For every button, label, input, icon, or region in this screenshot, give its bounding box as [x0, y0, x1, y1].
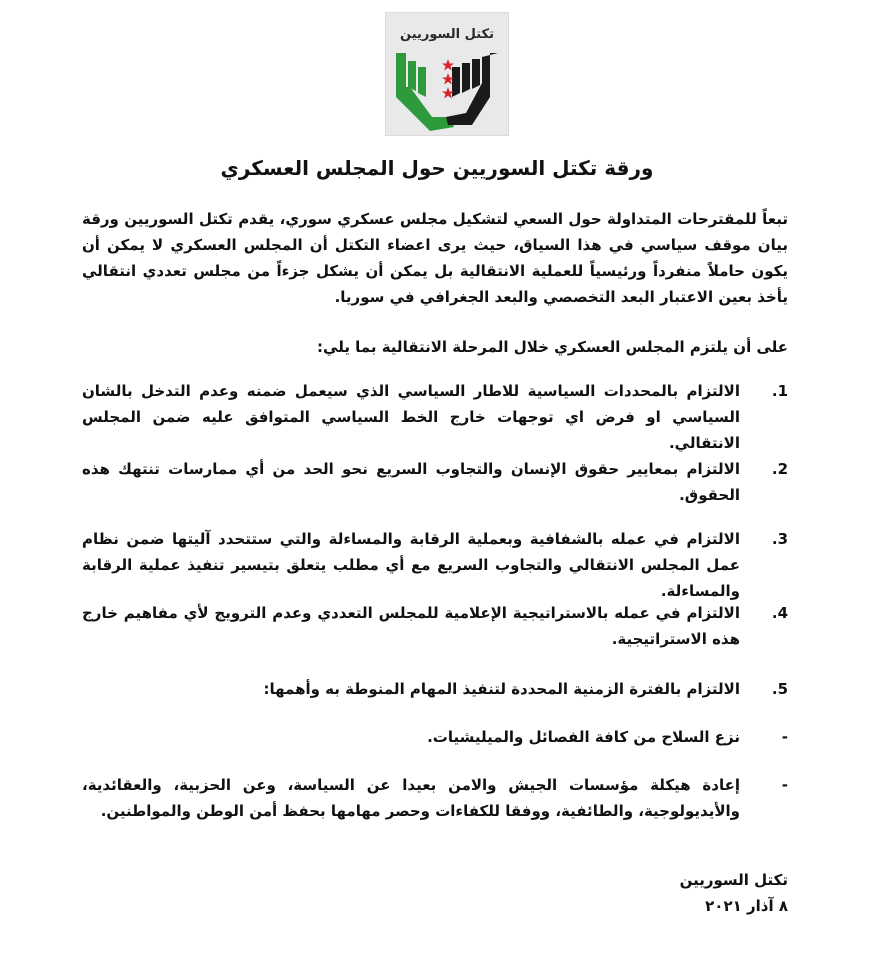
signature-date: ٨ آذار ٢٠٢١ — [705, 897, 788, 915]
list-item-1 — [82, 378, 788, 456]
list-item-text: الالتزام في عمله بالاستراتيجية الإعلامية للمجلس التعددي وعدم الترويج لأي مفاهيم خارج هذه الاستراتيجية. — [82, 604, 740, 648]
intro-paragraph: تبعاً للمقترحات المتداولة حول السعي لتشكيل مجلس عسكري سوري، يقدم تكتل السوريين ورقة بيان موقف سياسي في هذا السياق، حيث يرى اعضاء التكتل أن المجلس العسكري لا يمكن أن يكون حاملاً منفرداً ورئيسياً للعملية الانتقالية بل يمكن أن يشكل جزءاً من مجلس تعددي انتقالي يأخذ بعين الاعتبار البعد التخصصي والبعد الجغرافي في سوريا. — [82, 210, 788, 306]
list-item-4 — [82, 600, 788, 652]
sub-item-text: نزع السلاح من كافة الفصائل والميليشيات. — [427, 728, 740, 746]
signature-name: تكتل السوريين — [679, 871, 788, 889]
list-item-5 — [82, 676, 788, 702]
list-item-2 — [82, 456, 788, 508]
list-item-3 — [82, 526, 788, 604]
list-item-text: الالتزام في عمله بالشفافية وبعملية الرقابة والمساءلة والتي ستتحدد آليتها ضمن نظام عمل المجلس الانتقالي والتجاوب السريع مع أي مطلب يتعلق بتيسير تنفيذ عملية الرقابة والمساءلة. — [82, 530, 740, 600]
list-item-text: الالتزام بمعايير حقوق الإنسان والتجاوب السريع نحو الحد من أي ممارسات تنتهك هذه الحقوق. — [82, 460, 740, 504]
list-marker: 4. — [771, 604, 788, 622]
logo — [385, 12, 509, 136]
sub-marker: - — [781, 776, 788, 794]
list-item-text: الالتزام بالمحددات السياسية للاطار السياسي الذي سيعمل ضمنه وعدم التدخل بالشان السياسي او فرض اي توجهات خارج الخط السياسي المتوافق عليه ضمن المجلس الانتقالي. — [82, 382, 740, 452]
sub-marker: - — [781, 728, 788, 746]
lead-paragraph: على أن يلتزم المجلس العسكري خلال المرحلة الانتقالية بما يلي: — [317, 338, 788, 356]
list-marker: 3. — [771, 530, 788, 548]
list-marker: 5. — [771, 680, 788, 698]
sub-item-2 — [82, 772, 788, 824]
list-marker: 2. — [771, 460, 788, 478]
sub-item-1 — [82, 724, 788, 750]
list-item-text: الالتزام بالفترة الزمنية المحددة لتنفيذ المهام المنوطة به وأهمها: — [263, 680, 740, 698]
logo-text: تكتل السوريين — [400, 27, 494, 42]
list-marker: 1. — [771, 382, 788, 400]
page-title: ورقة تكتل السوريين حول المجلس العسكري — [220, 156, 654, 180]
sub-item-text: إعادة هيكلة مؤسسات الجيش والامن بعيدا عن السياسة، وعن الحزبية، والعقائدية، والأيديولوجية، والطائفية، ووفقا للكفاءات وحصر مهامها بحفظ أمن الوطن والمواطنين. — [82, 776, 740, 820]
